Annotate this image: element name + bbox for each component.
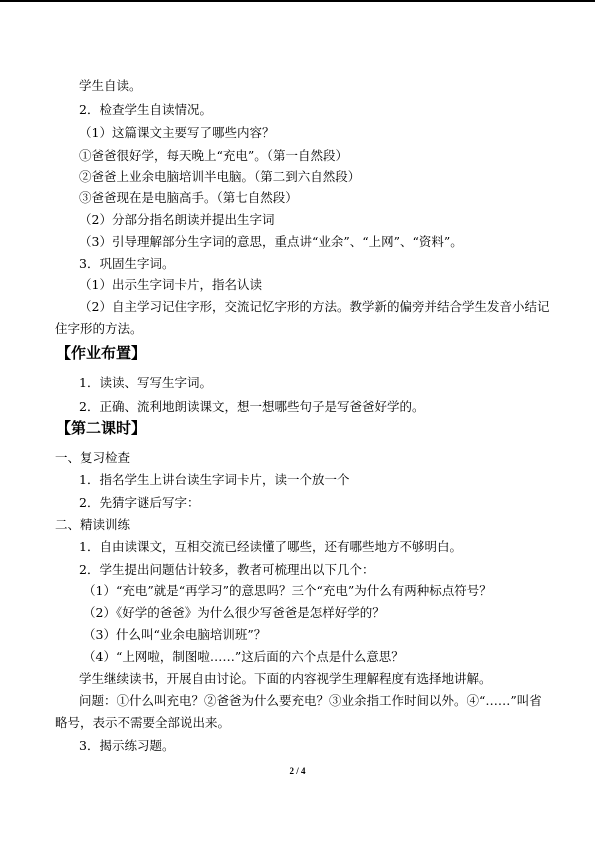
text-line: 1．读读、写写生字词。 xyxy=(79,375,212,390)
text-line: （2）分部分指名朗读并提出生字词 xyxy=(79,212,275,227)
page-number: 2 / 4 xyxy=(289,766,306,776)
text-line: 2．先猜字谜后写字： xyxy=(79,495,200,510)
section-heading: 【第二课时】 xyxy=(56,419,147,437)
subsection-title: 一、复习检查 xyxy=(55,450,131,465)
text-line: 学生继续读书，开展自由讨论。下面的内容视学生理解程度有选择地讲解。 xyxy=(79,671,492,686)
text-line: （1）“充电”就是“再学习”的意思吗？三个“充电”为什么有两种标点符号？ xyxy=(83,583,492,598)
section-heading: 【作业布置】 xyxy=(56,344,147,362)
text-line: 1．自由读课文，互相交流已经读懂了哪些，还有哪些地方不够明白。 xyxy=(79,539,462,554)
subsection-title: 二、精读训练 xyxy=(55,517,131,532)
text-line: （1）这篇课文主要写了哪些内容？ xyxy=(79,125,275,140)
text-line: 1．指名学生上讲台读生字词卡片，读一个放一个 xyxy=(79,472,350,487)
text-paragraph: 问题：①什么叫充电？②爸爸为什么要充电？③业余指工作时间以外。④“……”叫省略号，表示不需要全部说出来。 xyxy=(55,693,542,730)
text-line: ①爸爸很好学，每天晚上“充电”。（第一自然段） xyxy=(79,148,349,163)
text-line: ②爸爸上业余电脑培训半电脑。（第二到六自然段） xyxy=(79,169,361,184)
text-line: （3）什么叫“业余电脑培训班”？ xyxy=(83,627,267,642)
text-line: 2．正确、流利地朗读课文，想一想哪些句子是写爸爸好学的。 xyxy=(79,399,425,414)
text-line: ③爸爸现在是电脑高手。（第七自然段） xyxy=(79,190,298,205)
text-line: 学生自读。 xyxy=(79,78,142,93)
text-line: 2．检查学生自读情况。 xyxy=(79,102,212,117)
text-line: （1）出示生字词卡片，指名认读 xyxy=(79,277,262,292)
top-rule xyxy=(0,0,595,2)
text-line: 3．巩固生字词。 xyxy=(79,256,175,271)
text-line: 2．学生提出问题估计较多，教者可梳理出以下几个： xyxy=(79,562,375,577)
text-line: 3．揭示练习题。 xyxy=(79,738,175,753)
text-paragraph: （2）自主学习记住字形，交流记忆字形的方法。教学新的偏旁并结合学生发音小结记住字形的方法。 xyxy=(55,299,550,336)
text-line: （4）“上网啦，制图啦……”这后面的六个点是什么意思？ xyxy=(83,649,404,664)
text-line: （2）《好学的爸爸》为什么很少写爸爸是怎样好学的？ xyxy=(83,605,385,620)
text-line: （3）引导理解部分生字词的意思，重点讲“业余”、“上网”、“资料”。 xyxy=(79,234,463,249)
